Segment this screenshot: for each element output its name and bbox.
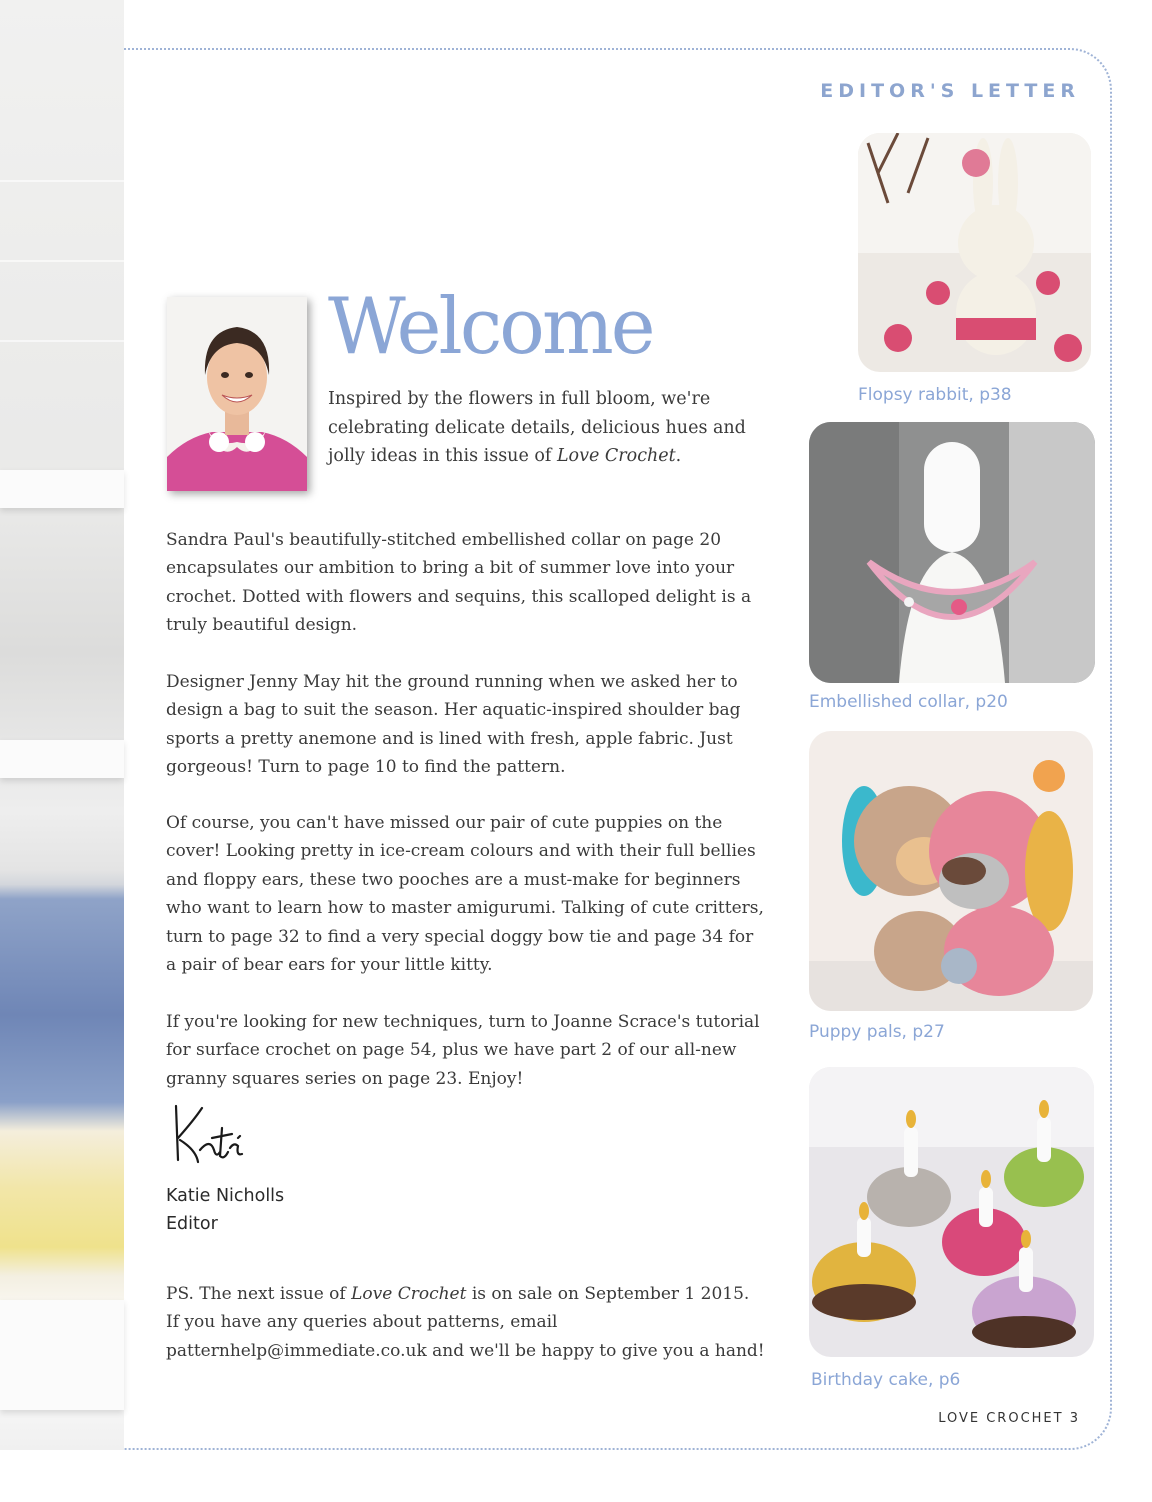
magazine-name: Love Crochet xyxy=(556,446,676,466)
feature-caption-3: Puppy pals, p27 xyxy=(809,1022,945,1042)
letter-paragraph-4: If you're looking for new techniques, turn to Joanne Scrace's tutorial for surface crochet on page 54, plus we have part 2 of our all-new granny squares series on page 23. Enjoy! xyxy=(166,1012,760,1089)
left-photo-strip xyxy=(0,0,124,1450)
feature-image-cakes xyxy=(809,1067,1094,1357)
section-label: EDITOR'S LETTER xyxy=(820,80,1080,102)
editor-portrait xyxy=(167,297,307,491)
feature-image-collar xyxy=(809,422,1095,683)
feature-caption-2: Embellished collar, p20 xyxy=(809,692,1008,712)
page-number: 3 xyxy=(1069,1411,1080,1426)
intro-text: Inspired by the flowers in full bloom, we're celebrating delicate details, delicious hues and jolly ideas in this issue of Love Crochet. xyxy=(328,389,746,466)
letter-paragraph-3: Of course, you can't have missed our pair of cute puppies on the cover! Looking pretty in ice-cream colours and with their full bellies and floppy ears, these two pooches are a must-make for beginners who want to learn how to master amigurumi. Talking of cute critters, turn to page 32 to find a very special doggy bow tie and page 34 for a pair of bear ears for your little kitty. xyxy=(166,813,764,976)
magazine-name-ps: Love Crochet xyxy=(351,1284,467,1304)
signature-role: Editor xyxy=(166,1214,218,1234)
feature-caption-4: Birthday cake, p6 xyxy=(811,1370,961,1390)
bottom-margin xyxy=(0,1452,1152,1502)
signature-illustration xyxy=(168,1098,258,1170)
page-footer xyxy=(930,1411,1080,1426)
footer-magazine: LOVE CROCHET xyxy=(938,1411,1064,1426)
welcome-title: Welcome xyxy=(328,282,653,372)
signature-name: Katie Nicholls xyxy=(166,1186,285,1206)
feature-image-puppies xyxy=(809,731,1093,1011)
ps-text: PS. The next issue of Love Crochet is on sale on September 1 2015. If you have any queries about patterns, email patternhelp@immediate.co.uk and we'll be happy to give you a hand! xyxy=(166,1284,765,1361)
letter-paragraph-1: Sandra Paul's beautifully-stitched embellished collar on page 20 encapsulates our ambition to bring a bit of summer love into your crochet. Dotted with flowers and sequins, this scalloped delight is a truly beautiful design. xyxy=(166,530,752,636)
letter-paragraph-2: Designer Jenny May hit the ground running when we asked her to design a bag to suit the season. Her aquatic-inspired shoulder bag sports a pretty anemone and is lined with fresh, apple fabric. Just gorgeous! Turn to page 10 to find the pattern. xyxy=(166,672,741,778)
feature-image-rabbit xyxy=(858,133,1091,372)
editor-portrait-illustration xyxy=(167,297,307,491)
feature-caption-1: Flopsy rabbit, p38 xyxy=(858,385,1012,405)
